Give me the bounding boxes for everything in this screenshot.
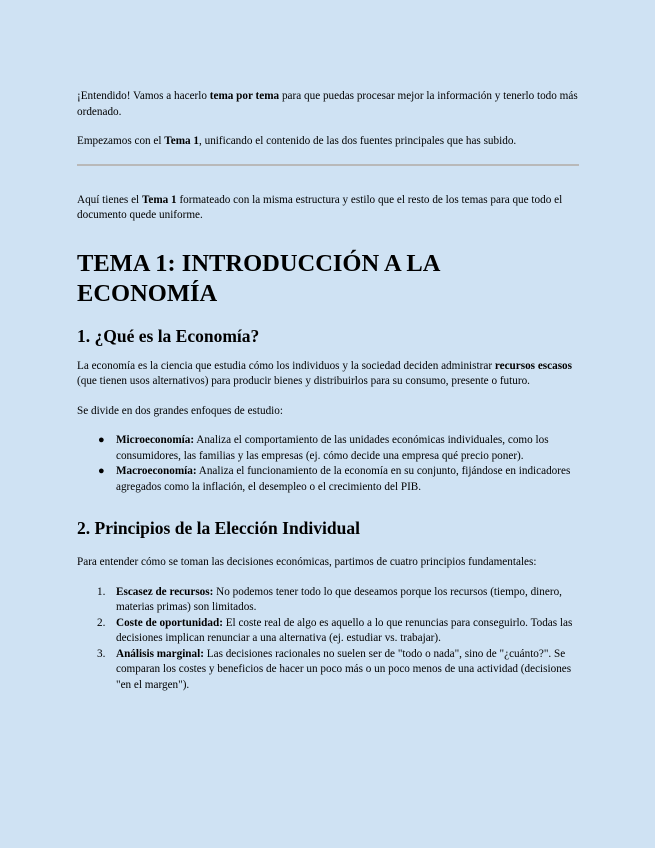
list-item [77, 647, 579, 694]
bold-span: Tema 1 [164, 135, 199, 147]
list-item [77, 585, 579, 616]
text-span: ¡Entendido! Vamos a hacerlo [77, 90, 210, 102]
term: Microeconomía: [116, 434, 195, 446]
term: Coste de oportunidad: [116, 616, 223, 629]
document-content [77, 89, 579, 693]
term: Análisis marginal: [116, 647, 204, 660]
horizontal-divider [77, 164, 579, 166]
list-item [77, 464, 579, 495]
term: Macroeconomía: [116, 465, 197, 477]
term: Escasez de recursos: [116, 585, 214, 598]
numbered-list [77, 585, 579, 694]
bullet-icon: ● [98, 465, 105, 477]
text-span: formateado con la misma estructura y estilo que el resto de los temas para que todo el documento quede uniforme. [77, 193, 563, 221]
definition: Las decisiones racionales no suelen ser de "todo o nada", sino de "¿cuánto?". Se comparan los costes y beneficios de hacer un poco más o un poco menos de una actividad (decisiones "en el margen"). [116, 647, 572, 691]
text-span: Aquí tienes el [77, 193, 142, 206]
document-title: TEMA 1: INTRODUCCIÓN A LA ECONOMÍA [77, 249, 440, 307]
section-2-heading: 2. Principios de la Elección Individual [77, 518, 360, 538]
bullet-list [77, 433, 579, 495]
text-span: para que puedas procesar mejor la información y tenerlo todo más ordenado. [77, 90, 578, 118]
bold-span: recursos escasos [494, 359, 573, 372]
section-1-heading: 1. ¿Qué es la Economía? [77, 325, 260, 346]
text-span: Empezamos con el [77, 135, 165, 147]
text-span: , unificando el contenido de las dos fuentes principales que has subido. [199, 135, 517, 147]
definition: Analiza el funcionamiento de la economía en su conjunto, fijándose en indicadores agregados como la inflación, el desempleo o el crecimiento del PIB. [116, 465, 571, 493]
section-2-lead: Para entender cómo se toman las decisiones económicas, partimos de cuatro principios fundamentales: [77, 556, 537, 568]
bullet-icon: ● [98, 434, 105, 446]
section-1-paragraph [77, 359, 579, 390]
intro-paragraph-2 [77, 134, 579, 150]
text-span: (que tienen usos alternativos) para producir bienes y distribuirlos para su consumo, presente o futuro. [77, 375, 530, 387]
item-number: 2. [97, 616, 106, 629]
bold-span: tema por tema [209, 90, 280, 102]
item-number: 3. [97, 647, 106, 660]
definition: Analiza el comportamiento de las unidades económicas individuales, como los consumidores, las familias y las empresas (ej. cómo decide una empresa qué precio poner). [116, 434, 549, 462]
item-number: 1. [97, 585, 106, 598]
bold-span: Tema 1 [141, 193, 177, 206]
definition: No podemos tener todo lo que deseamos porque los recursos (tiempo, dinero, materias primas) son limitados. [116, 585, 562, 613]
section-1-lead: Se divide en dos grandes enfoques de estudio: [77, 404, 283, 417]
text-span: La economía es la ciencia que estudia cómo los individuos y la sociedad deciden administrar [77, 359, 495, 372]
intro-paragraph-3 [77, 193, 579, 224]
definition: El coste real de algo es aquello a lo que renuncias para conseguirlo. Todas las decisiones implican renunciar a una alternativa (ej. estudiar vs. trabajar). [116, 616, 573, 644]
list-item [77, 433, 579, 464]
list-item [77, 616, 579, 647]
intro-paragraph-1 [77, 89, 579, 120]
